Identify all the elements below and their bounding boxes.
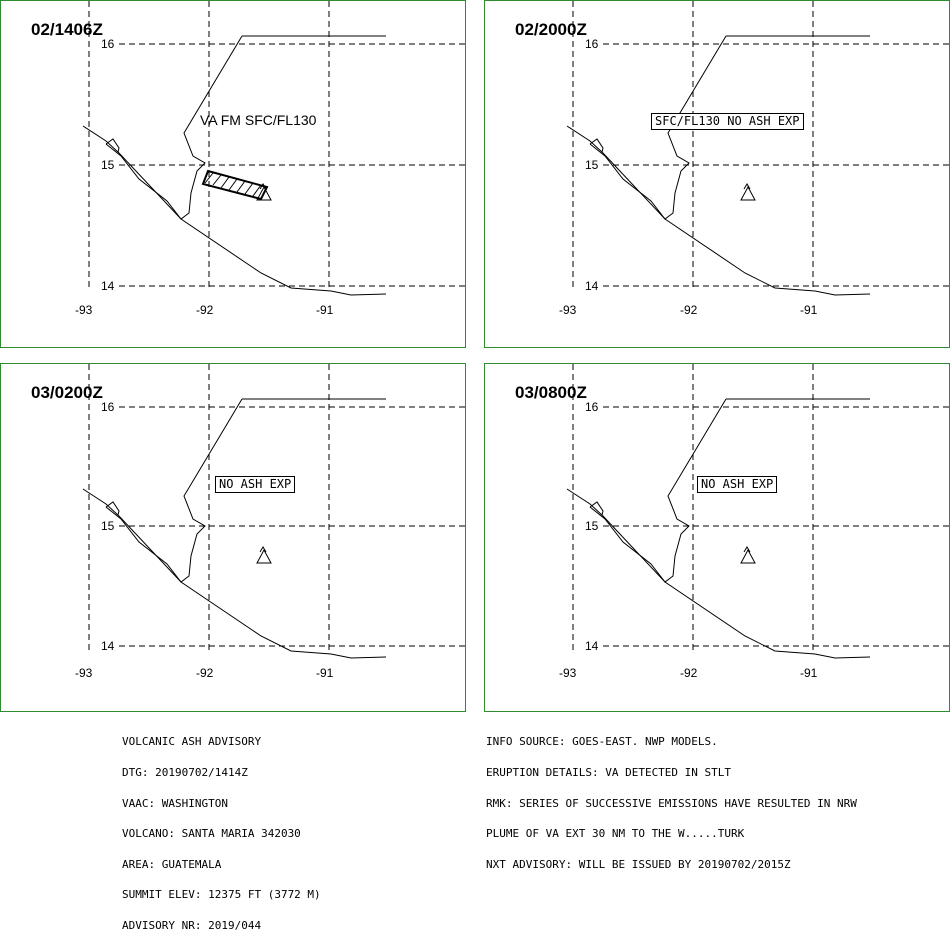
footer-right-line: NXT ADVISORY: WILL BE ISSUED BY 20190702/2015Z <box>486 857 791 871</box>
lon-label-91: -91 <box>800 303 818 317</box>
lat-lon-grid <box>89 1 467 291</box>
coastline-border <box>83 399 386 658</box>
panel-ash-note: NO ASH EXP <box>215 476 295 493</box>
coastline-border <box>567 399 870 658</box>
lat-lon-grid <box>89 364 467 654</box>
footer-left-line: ADVISORY NR: 2019/044 <box>122 918 262 932</box>
volcano-icon <box>741 547 755 563</box>
footer-left-line: SUMMIT ELEV: 12375 FT (3772 M) <box>122 888 321 902</box>
lat-label-14: 14 <box>585 279 599 293</box>
ash-plume-polygon <box>203 171 267 199</box>
lat-label-15: 15 <box>101 158 115 172</box>
advisory-details-block <box>486 717 857 880</box>
lat-label-14: 14 <box>585 639 599 653</box>
lat-label-16: 16 <box>585 37 599 51</box>
panel-time-label: 03/0200Z <box>31 383 103 402</box>
lon-label-92: -92 <box>196 666 214 680</box>
lat-label-15: 15 <box>101 519 115 533</box>
lat-lon-grid <box>573 364 950 654</box>
lon-label-93: -93 <box>75 666 93 680</box>
footer-left-line: VOLCANO: SANTA MARIA 342030 <box>122 827 301 841</box>
lat-label-14: 14 <box>101 279 115 293</box>
forecast-panel-1 <box>0 0 466 348</box>
forecast-panel-3 <box>0 363 466 712</box>
lon-label-93: -93 <box>75 303 93 317</box>
lon-label-92: -92 <box>196 303 214 317</box>
lon-label-91: -91 <box>316 666 334 680</box>
panel-time-label: 02/1406Z <box>31 20 103 39</box>
footer-right-line: PLUME OF VA EXT 30 NM TO THE W.....TURK <box>486 827 745 841</box>
footer-right-line: INFO SOURCE: GOES-EAST. NWP MODELS. <box>486 735 718 749</box>
lat-label-14: 14 <box>101 639 115 653</box>
panel-ash-note: VA FM SFC/FL130 <box>200 112 317 128</box>
lat-label-16: 16 <box>585 400 599 414</box>
footer-left-line: AREA: GUATEMALA <box>122 857 222 871</box>
panel-ash-note: SFC/FL130 NO ASH EXP <box>651 113 804 130</box>
volcano-icon <box>257 547 271 563</box>
volcano-icon <box>741 184 755 200</box>
advisory-header-block <box>122 717 321 941</box>
footer-left-line: DTG: 20190702/1414Z <box>122 766 248 779</box>
footer-right-line: RMK: SERIES OF SUCCESSIVE EMISSIONS HAVE RESULTED IN NRW <box>486 796 857 810</box>
lon-label-91: -91 <box>800 666 818 680</box>
forecast-panel-2 <box>484 0 950 348</box>
lat-lon-grid <box>573 1 950 291</box>
footer-left-line: VOLCANIC ASH ADVISORY <box>122 735 262 749</box>
panel-ash-note: NO ASH EXP <box>697 476 777 493</box>
lat-label-16: 16 <box>101 37 115 51</box>
map-canvas-2 <box>485 1 950 349</box>
footer-right-line: ERUPTION DETAILS: VA DETECTED IN STLT <box>486 766 732 779</box>
lon-label-93: -93 <box>559 666 577 680</box>
map-canvas-4 <box>485 364 950 713</box>
lon-label-93: -93 <box>559 303 577 317</box>
lon-label-91: -91 <box>316 303 334 317</box>
lat-label-16: 16 <box>101 400 115 414</box>
map-canvas-1 <box>1 1 467 349</box>
map-canvas-3 <box>1 364 467 713</box>
footer-left-line: VAAC: WASHINGTON <box>122 796 228 810</box>
lat-label-15: 15 <box>585 158 599 172</box>
lon-label-92: -92 <box>680 666 698 680</box>
panel-time-label: 03/0800Z <box>515 383 587 402</box>
lat-label-15: 15 <box>585 519 599 533</box>
forecast-panel-4 <box>484 363 950 712</box>
lon-label-92: -92 <box>680 303 698 317</box>
panel-time-label: 02/2000Z <box>515 20 587 39</box>
